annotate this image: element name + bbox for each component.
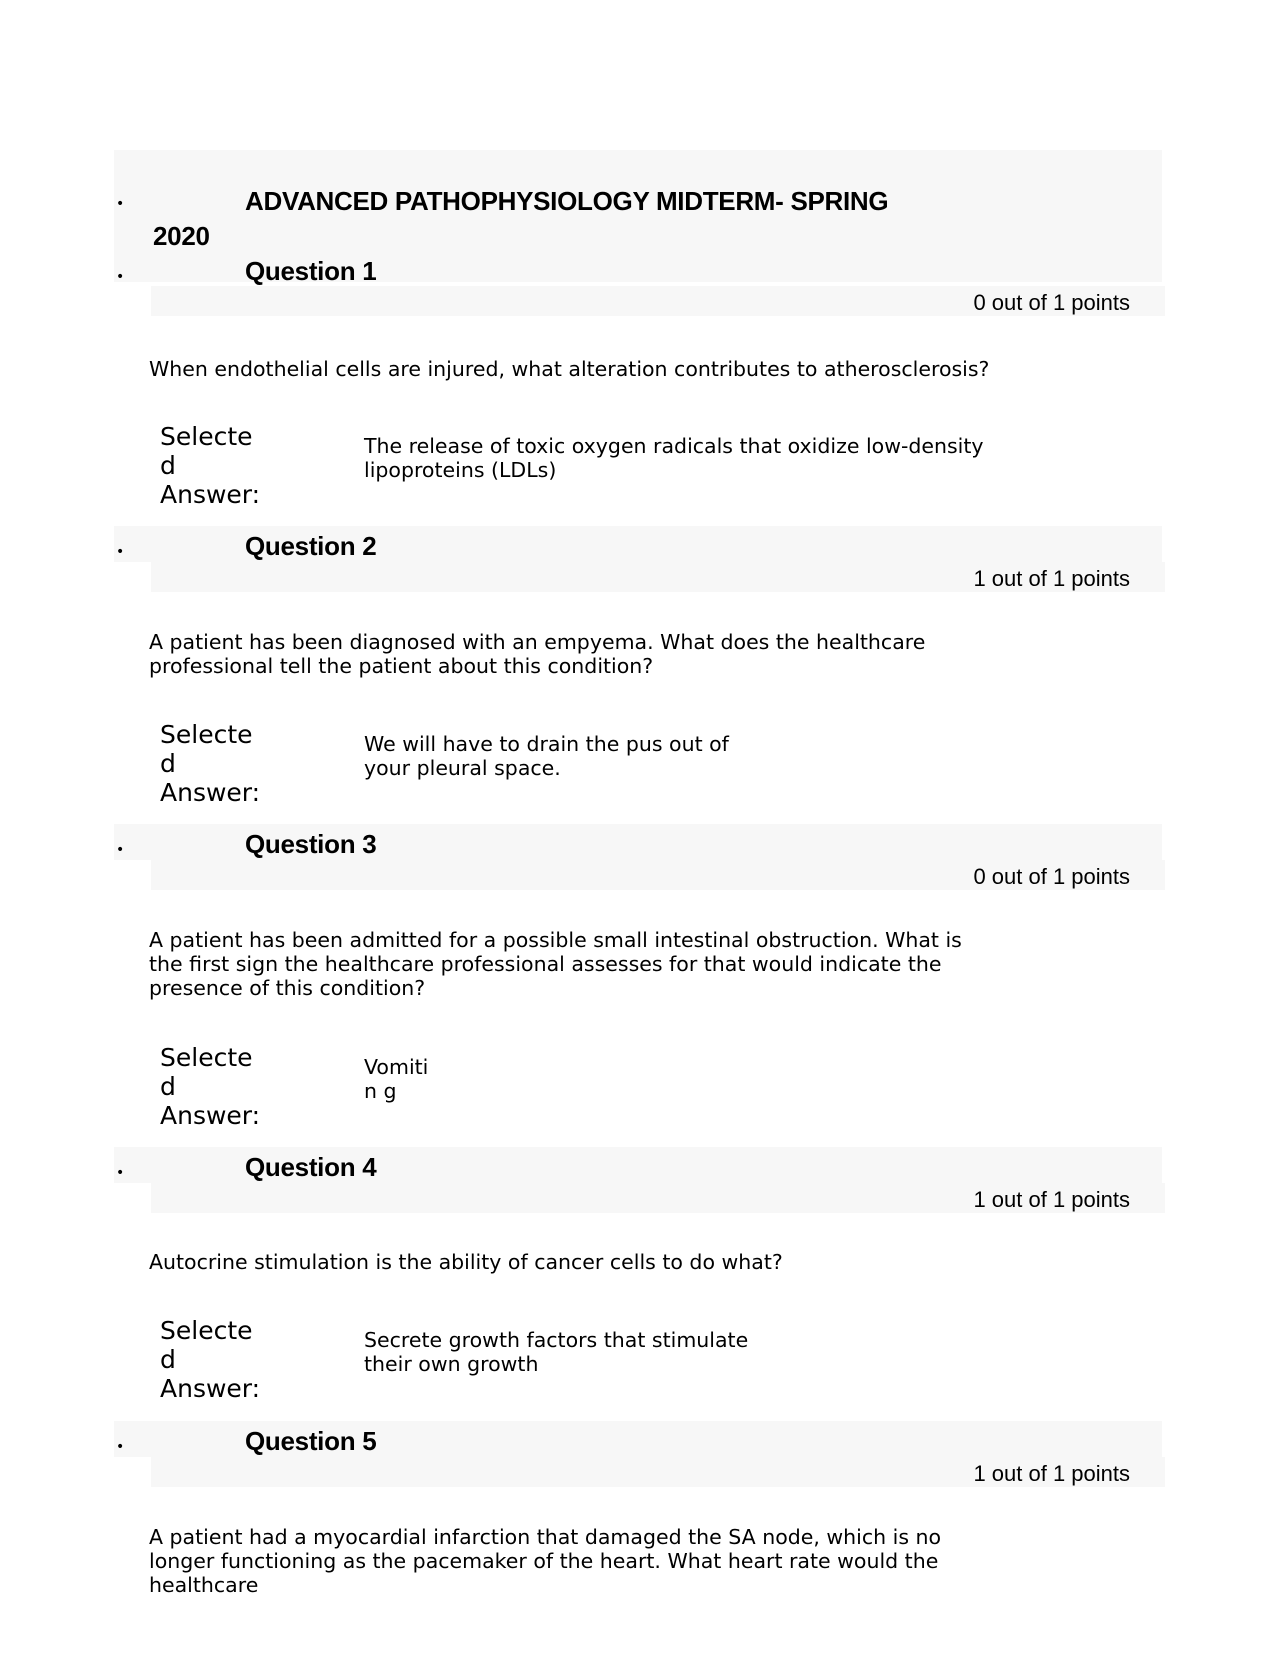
question-heading: Question 4 [245, 1152, 377, 1182]
selected-answer-label: Selecte d Answer: [160, 720, 261, 807]
bullet: • [116, 1439, 125, 1455]
question-points: 0 out of 1 points [973, 864, 1130, 889]
bullet: • [116, 196, 125, 212]
question-text: Autocrine stimulation is the ability of cancer cells to do what? [149, 1250, 783, 1274]
question-points: 1 out of 1 points [973, 566, 1130, 591]
question-heading: Question 2 [245, 531, 377, 561]
question-text: A patient has been diagnosed with an empyema. What does the healthcare professional tell the patient about this condition? [149, 630, 926, 678]
question-heading: Question 3 [245, 829, 377, 859]
question-heading: Question 5 [245, 1426, 377, 1456]
bullet: • [116, 269, 125, 285]
question-text: A patient has been admitted for a possible small intestinal obstruction. What is the first sign the healthcare professional assesses for that would indicate the presence of this condition? [149, 928, 962, 1000]
bullet: • [116, 842, 125, 858]
page-title-year: 2020 [153, 221, 210, 251]
question-points: 0 out of 1 points [973, 290, 1130, 315]
bullet: • [116, 544, 125, 560]
bullet: • [116, 1165, 125, 1181]
selected-answer-label: Selecte d Answer: [160, 1316, 261, 1403]
question-heading: Question 1 [245, 256, 377, 286]
question-points: 1 out of 1 points [973, 1461, 1130, 1486]
selected-answer-label: Selecte d Answer: [160, 422, 261, 509]
selected-answer: Secrete growth factors that stimulate their own growth [364, 1328, 749, 1376]
question-points: 1 out of 1 points [973, 1187, 1130, 1212]
selected-answer-label: Selecte d Answer: [160, 1043, 261, 1130]
question-text: A patient had a myocardial infarction that damaged the SA node, which is no longer functioning as the pacemaker of the heart. What heart rate would the healthcare [149, 1525, 942, 1597]
selected-answer: We will have to drain the pus out of your pleural space. [364, 732, 729, 780]
selected-answer: Vomiti n g [364, 1055, 429, 1103]
question-text: When endothelial cells are injured, what alteration contributes to atherosclerosis? [149, 357, 990, 381]
selected-answer: The release of toxic oxygen radicals that oxidize low-density lipoproteins (LDLs) [364, 434, 984, 482]
page-title: ADVANCED PATHOPHYSIOLOGY MIDTERM- SPRING [245, 186, 889, 216]
